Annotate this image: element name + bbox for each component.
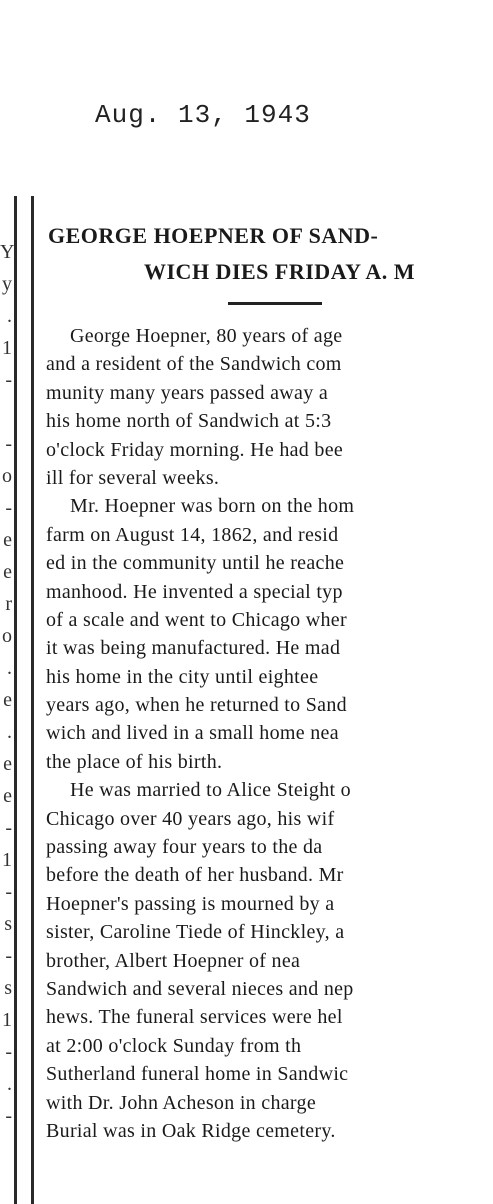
paragraph3-line: Hoepner's passing is mourned by a bbox=[46, 892, 335, 915]
column-rule-right bbox=[31, 196, 34, 1204]
paragraph3-line: sister, Caroline Tiede of Hinckley, a bbox=[46, 921, 345, 944]
paragraph3-line: Burial was in Oak Ridge cemetery. bbox=[46, 1119, 336, 1142]
left-fragment: 1 bbox=[2, 337, 12, 359]
paragraph2-line: years ago, when he returned to Sand bbox=[46, 694, 347, 717]
paragraph2-line: manhood. He invented a special typ bbox=[46, 580, 343, 603]
left-fragment: Y bbox=[0, 241, 15, 263]
paragraph2-line: his home in the city until eightee bbox=[46, 665, 319, 688]
column-rule-left bbox=[14, 196, 17, 1204]
paragraph1-line: munity many years passed away a bbox=[46, 381, 328, 404]
left-fragment: - bbox=[5, 1041, 12, 1063]
left-fragment: o bbox=[2, 465, 12, 487]
left-fragment: s bbox=[4, 913, 12, 935]
paragraph2-line: ed in the community until he reache bbox=[46, 552, 345, 575]
headline-divider bbox=[228, 302, 322, 305]
left-fragment: 1 bbox=[2, 849, 12, 871]
left-fragment: r bbox=[5, 593, 12, 615]
paragraph3-line: Chicago over 40 years ago, his wif bbox=[46, 807, 335, 830]
paragraph3-line: passing away four years to the da bbox=[46, 836, 323, 859]
paragraph3-line: He was married to Alice Steight o bbox=[70, 779, 351, 802]
paragraph2-line: it was being manufactured. He mad bbox=[46, 637, 341, 660]
article-body bbox=[46, 322, 486, 1145]
left-fragment: e bbox=[3, 689, 12, 711]
left-fragment: 1 bbox=[2, 1009, 12, 1031]
left-fragment: . bbox=[7, 657, 12, 679]
paragraph3-line: with Dr. John Acheson in charge bbox=[46, 1091, 317, 1114]
left-fragment: . bbox=[7, 721, 12, 743]
left-fragment: - bbox=[5, 881, 12, 903]
paragraph2-line: the place of his birth. bbox=[46, 750, 223, 773]
paragraph2-line: Mr. Hoepner was born on the hom bbox=[70, 495, 355, 518]
left-fragment: y bbox=[2, 273, 12, 295]
headline-line-2: WICH DIES FRIDAY A. M bbox=[144, 259, 416, 284]
left-fragment: - bbox=[5, 369, 12, 391]
left-fragment: e bbox=[3, 785, 12, 807]
left-fragment bbox=[0, 396, 12, 428]
paragraph3-line: at 2:00 o'clock Sunday from th bbox=[46, 1034, 302, 1057]
paragraph1-line: his home north of Sandwich at 5:3 bbox=[46, 410, 332, 433]
left-fragment: . bbox=[7, 305, 12, 327]
paragraph3-line: Sutherland funeral home in Sandwic bbox=[46, 1063, 349, 1086]
left-fragment: o bbox=[2, 625, 12, 647]
left-fragment: - bbox=[5, 1105, 12, 1127]
left-fragment: e bbox=[3, 529, 12, 551]
left-fragment: e bbox=[3, 561, 12, 583]
paragraph3-line: Sandwich and several nieces and nep bbox=[46, 977, 354, 1000]
left-fragment: . bbox=[7, 1073, 12, 1095]
paragraph2-line: farm on August 14, 1862, and resid bbox=[46, 523, 339, 546]
paragraph1-line: ill for several weeks. bbox=[46, 466, 220, 489]
paragraph2-line: of a scale and went to Chicago wher bbox=[46, 608, 347, 631]
paragraph1-line: o'clock Friday morning. He had bee bbox=[46, 438, 344, 461]
left-fragment: s bbox=[4, 977, 12, 999]
left-column-fragments bbox=[0, 236, 15, 1132]
headline bbox=[48, 218, 488, 290]
paragraph3-line: hews. The funeral services were hel bbox=[46, 1006, 343, 1029]
left-fragment: e bbox=[3, 753, 12, 775]
paragraph3-line: brother, Albert Hoepner of nea bbox=[46, 949, 301, 972]
paragraph1-line: and a resident of the Sandwich com bbox=[46, 353, 342, 376]
left-fragment: - bbox=[5, 817, 12, 839]
headline-line-1: GEORGE HOEPNER OF SAND- bbox=[48, 223, 379, 248]
paragraph2-line: wich and lived in a small home nea bbox=[46, 722, 339, 745]
left-fragment: - bbox=[5, 497, 12, 519]
paragraph1-line: George Hoepner, 80 years of age bbox=[70, 325, 343, 347]
left-fragment: - bbox=[5, 433, 12, 455]
paragraph3-line: before the death of her husband. Mr bbox=[46, 864, 344, 887]
left-fragment: - bbox=[5, 945, 12, 967]
clipping-date: Aug. 13, 1943 bbox=[95, 100, 311, 130]
